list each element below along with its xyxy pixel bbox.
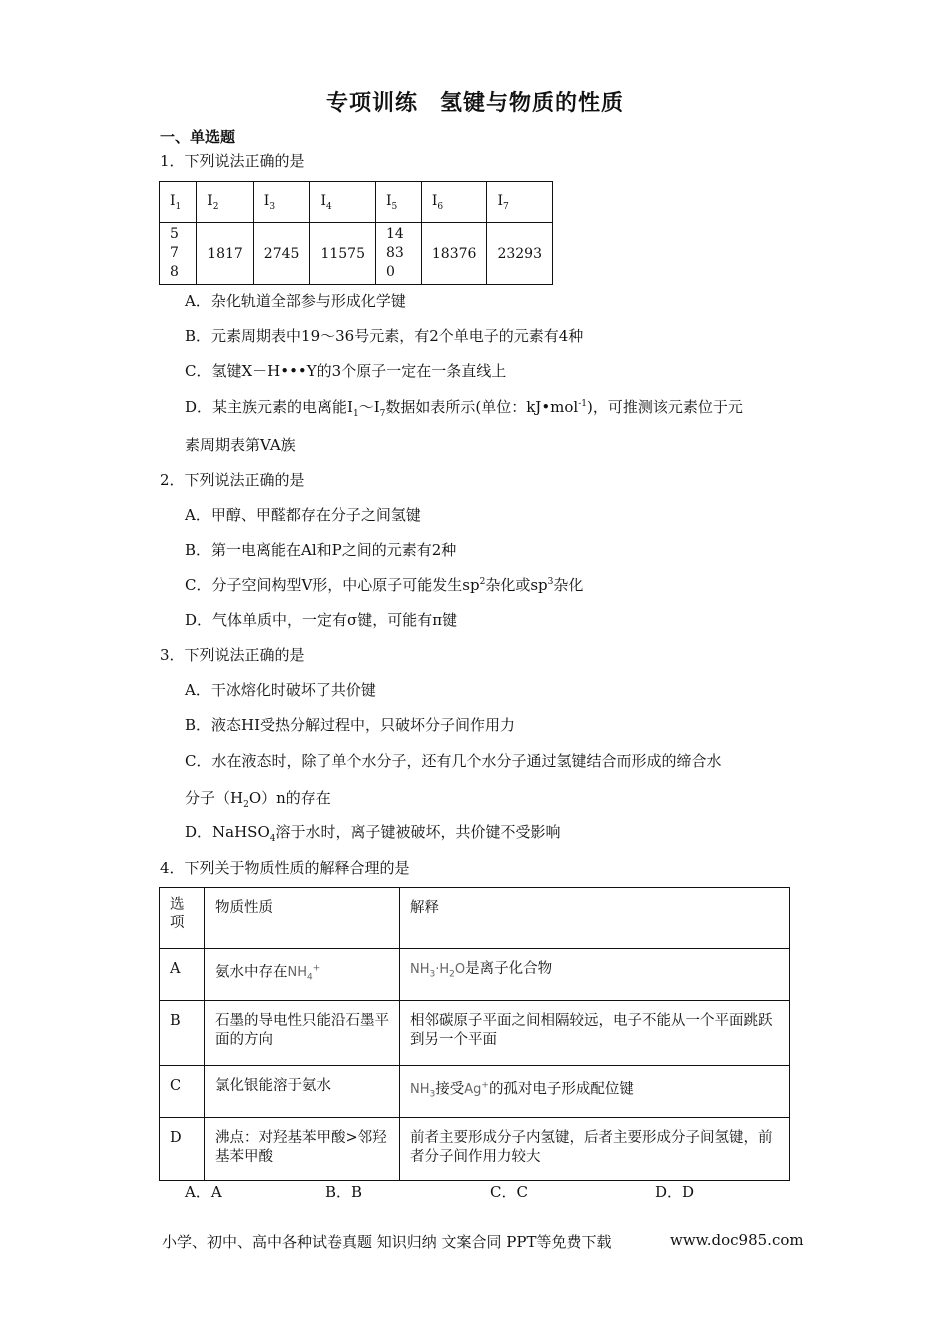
- q3-stem: 3．下列说法正确的是: [160, 646, 305, 664]
- q1-option-c: C．氢键X－H•••Y的3个原子一定在一条直线上: [185, 362, 507, 380]
- q4-answer-d: D．D: [655, 1183, 695, 1201]
- q2-option-d: D．气体单质中，一定有σ键，可能有π键: [185, 611, 458, 629]
- table-cell: 氯化银能溶于氨水: [205, 1066, 400, 1118]
- title-part-2: 氢键与物质的性质: [440, 91, 625, 116]
- title-part-1: 专项训练: [325, 91, 418, 116]
- table-header-cell: 选项: [160, 888, 205, 949]
- table-row: [160, 1066, 790, 1118]
- q4-answer-a: A．A: [185, 1183, 222, 1201]
- table-header-cell: $I_5$: [375, 182, 421, 223]
- table-cell: A: [160, 949, 205, 1001]
- table-cell: 沸点：对羟基苯甲酸>邻羟基苯甲酸: [205, 1118, 400, 1181]
- table-cell: 相邻碳原子平面之间相隔较远，电子不能从一个平面跳跃到另一个平面: [400, 1001, 790, 1066]
- q2-option-a: A．甲醇、甲醛都存在分子之间氢键: [185, 506, 421, 524]
- table-row: [160, 949, 790, 1001]
- table-row: [160, 182, 553, 223]
- q3-option-a: A．干冰熔化时破坏了共价键: [185, 681, 376, 699]
- table-row: [160, 888, 790, 949]
- table-header-cell: $I_3$: [253, 182, 310, 223]
- table-row: [160, 1118, 790, 1181]
- q3-option-b: B．液态HI受热分解过程中，只破坏分子间作用力: [185, 716, 516, 734]
- table-row: [160, 1001, 790, 1066]
- q4-stem: 4．下列关于物质性质的解释合理的是: [160, 859, 410, 877]
- table-header-cell: $I_7$: [487, 182, 553, 223]
- q1-option-d-line2: 素周期表第VA族: [185, 436, 296, 454]
- table-cell: $NH_3$接受Ag+的孤对电子形成配位键: [400, 1066, 790, 1118]
- table-cell: 1817: [197, 223, 254, 285]
- table-header-cell: $I_1$: [160, 182, 197, 223]
- q3-option-d: D．NaHSO$_4$溶于水时，离子键被破坏，共价键不受影响: [185, 823, 561, 844]
- table-header-cell: 解释: [400, 888, 790, 949]
- section-heading: 一、单选题: [160, 128, 236, 146]
- q2-option-c: C．分子空间构型V形，中心原子可能发生$sp^2$杂化或$sp^3$杂化: [185, 576, 584, 594]
- table-cell: 前者主要形成分子内氢键，后者主要形成分子间氢键，前者分子间作用力较大: [400, 1118, 790, 1181]
- table-cell: 23293: [487, 223, 553, 285]
- property-explanation-table: [159, 887, 790, 1181]
- table-row: [160, 223, 553, 285]
- table-cell: D: [160, 1118, 205, 1181]
- q3-option-c-line2: 分子$(H_2O)n$的存在: [185, 789, 331, 810]
- q2-option-b: B．第一电离能在Al和P之间的元素有2种: [185, 541, 457, 559]
- q3-option-c-line1: C．水在液态时，除了单个水分子，还有几个水分子通过氢键结合而形成的缔合水: [185, 752, 722, 770]
- ionization-energy-table: [159, 181, 553, 285]
- table-cell: 石墨的导电性只能沿石墨平面的方向: [205, 1001, 400, 1066]
- q4-answer-c: C．C: [490, 1183, 528, 1201]
- q1-option-a: A．杂化轨道全部参与形成化学键: [185, 292, 406, 310]
- table-cell: C: [160, 1066, 205, 1118]
- table-cell: 2745: [253, 223, 310, 285]
- table-header-cell: $I_2$: [197, 182, 254, 223]
- table-cell: 18376: [421, 223, 487, 285]
- q4-answer-b: B．B: [325, 1183, 363, 1201]
- table-cell: B: [160, 1001, 205, 1066]
- q1-option-d-line1: D．某主族元素的电离能$I_1\sim I_7$数据如表所示(单位：kJ•mol$^{-1}$)，可推测该元素位于元: [185, 398, 743, 419]
- table-header-cell: 物质性质: [205, 888, 400, 949]
- table-cell: 11575: [310, 223, 376, 285]
- table-header-cell: $I_6$: [421, 182, 487, 223]
- q1-stem: 1．下列说法正确的是: [160, 152, 305, 170]
- table-cell: 14830: [375, 223, 421, 285]
- page-title: [0, 86, 950, 117]
- table-cell: 氨水中存在$NH_4^+$: [205, 949, 400, 1001]
- footer-url: www.doc985.com: [670, 1231, 804, 1249]
- table-cell: $NH_3\cdot H_2O$是离子化合物: [400, 949, 790, 1001]
- q1-option-b: B．元素周期表中19～36号元素，有2个单电子的元素有4种: [185, 327, 584, 345]
- table-cell: 578: [160, 223, 197, 285]
- table-header-cell: $I_4$: [310, 182, 376, 223]
- footer-text: 小学、初中、高中各种试卷真题 知识归纳 文案合同 PPT等免费下载: [162, 1233, 612, 1251]
- q2-stem: 2．下列说法正确的是: [160, 471, 305, 489]
